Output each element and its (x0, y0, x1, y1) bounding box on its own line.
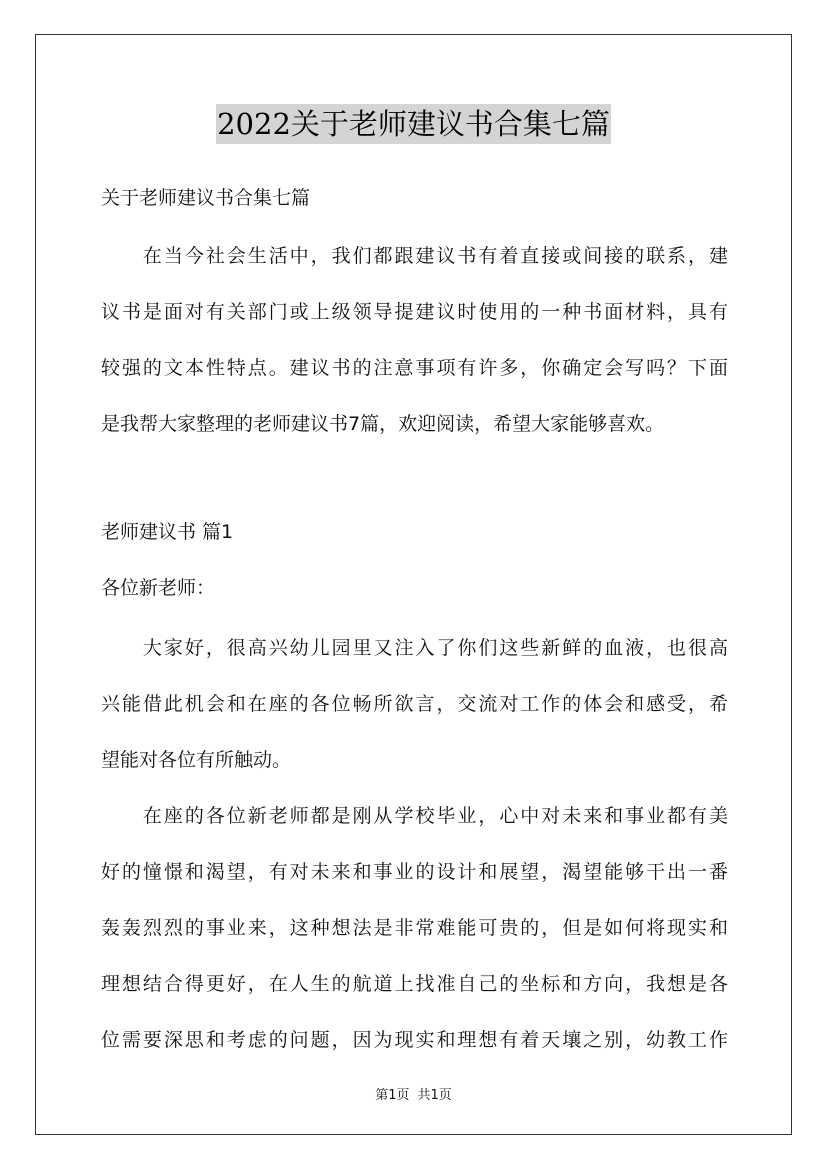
section-heading: 老师建议书 篇1 (101, 521, 234, 543)
intro-line: 在当今社会生活中，我们都跟建议书有着直接或间接的联系，建 (101, 245, 728, 267)
paragraph-2 (101, 788, 728, 1068)
document-subtitle: 关于老师建议书合集七篇 (101, 187, 311, 209)
intro-line: 是我帮大家整理的老师建议书7篇，欢迎阅读，希望大家能够喜欢。 (101, 413, 665, 435)
paragraph-line: 位需要深思和考虑的问题，因为现实和理想有着天壤之别，幼教工作 (101, 1029, 728, 1051)
paragraph-line: 望能对各位有所触动。 (101, 749, 292, 771)
paragraph-line: 大家好，很高兴幼儿园里又注入了你们这些新鲜的血液，也很高 (101, 637, 728, 659)
page-number: 第1页 (375, 1088, 410, 1103)
paragraph-line: 兴能借此机会和在座的各位畅所欲言，交流对工作的体会和感受，希 (101, 693, 728, 715)
intro-line: 较强的文本性特点。建议书的注意事项有许多，你确定会写吗？下面 (101, 357, 728, 379)
intro-paragraph (101, 228, 728, 452)
paragraph-line: 理想结合得更好，在人生的航道上找准自己的坐标和方向，我想是各 (101, 973, 728, 995)
document-title: 2022关于老师建议书合集七篇 (216, 104, 611, 144)
paragraph-line: 轰轰烈烈的事业来，这种想法是非常难能可贵的，但是如何将现实和 (101, 917, 728, 939)
page-total: 共1页 (417, 1088, 452, 1103)
paragraph-1 (101, 620, 728, 788)
salutation: 各位新老师： (101, 577, 216, 599)
page-footer (0, 1084, 827, 1103)
section-spacer (101, 452, 728, 514)
paragraph-line: 好的憧憬和渴望，有对未来和事业的设计和展望，渴望能够干出一番 (101, 861, 728, 883)
title-wrapper (0, 104, 827, 144)
document-body (101, 176, 728, 1068)
intro-line: 议书是面对有关部门或上级领导提建议时使用的一种书面材料，具有 (101, 301, 728, 323)
paragraph-line: 在座的各位新老师都是刚从学校毕业，心中对未来和事业都有美 (101, 805, 728, 827)
